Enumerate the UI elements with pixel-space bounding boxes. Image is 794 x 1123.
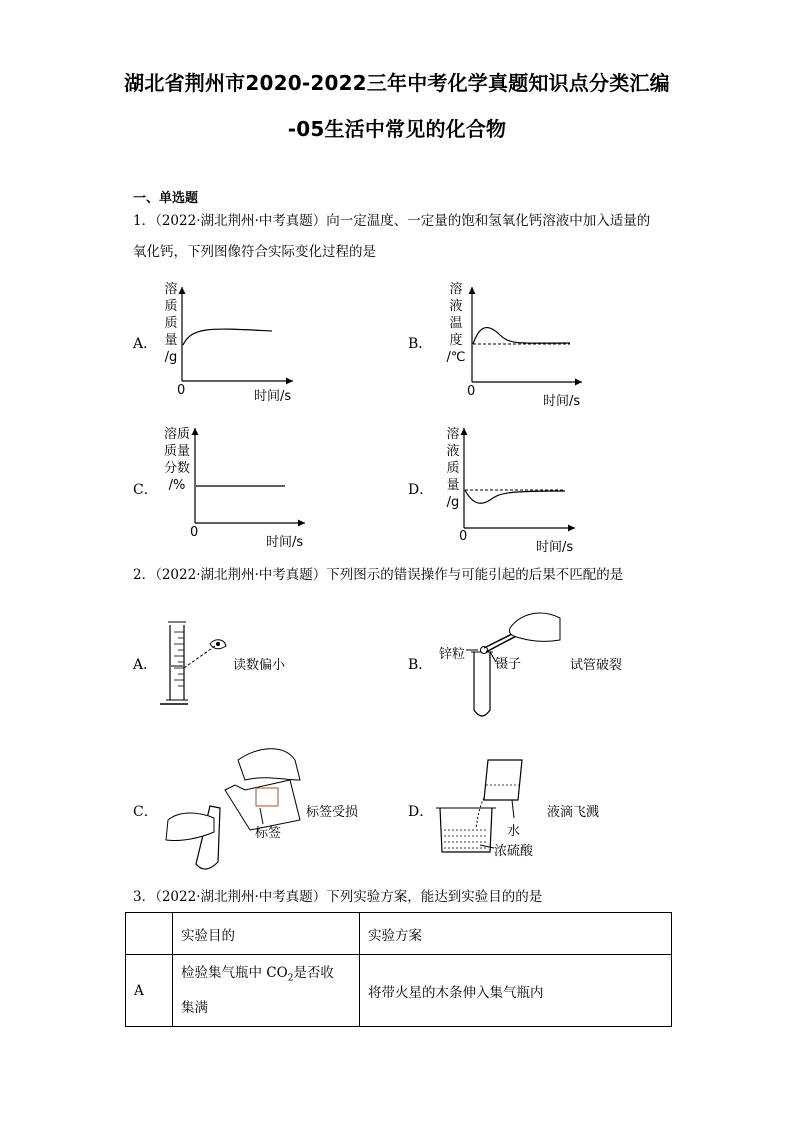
q2-option-b-letter[interactable]: B． (408, 657, 433, 673)
q1c-origin: 0 (190, 525, 199, 540)
q2b-label-zinc: 锌粒 (439, 647, 466, 662)
row-a-plan: 将带火星的木条伸入集气瓶内 (360, 955, 672, 1027)
table-header-purpose: 实验目的 (173, 913, 360, 955)
doc-title-line2: -05生活中常见的化合物 (287, 117, 507, 141)
q1d-origin: 0 (459, 529, 468, 544)
q2d-caption: 液滴飞溅 (547, 805, 600, 820)
table-header-plan: 实验方案 (360, 913, 672, 955)
q2b-caption: 试管破裂 (570, 658, 623, 673)
q1-option-b-letter[interactable]: B． (408, 336, 433, 352)
q1-option-d-letter[interactable]: D． (408, 482, 434, 498)
q1a-x-label: 时间/s (254, 389, 292, 404)
q1c-x-label: 时间/s (266, 535, 304, 550)
q2d-label-water: 水 (507, 824, 521, 839)
row-a-key: A (126, 955, 173, 1027)
q1-stem-line1: 1．（2022·湖北荆州·中考真题）向一定温度、一定量的饱和氢氧化钙溶液中加入适量的 (133, 213, 651, 229)
q1d-y-label: 溶 液 质 量 /g (446, 427, 460, 510)
doc-title-line1: 湖北省荆州市2020-2022三年中考化学真题知识点分类汇编 (124, 71, 670, 95)
q1b-origin: 0 (467, 384, 476, 399)
q1-option-c-letter[interactable]: C． (133, 482, 158, 498)
q2c-label-tag: 标签 (255, 826, 282, 841)
q1d-x-label: 时间/s (536, 540, 574, 555)
q2-option-a-letter[interactable]: A． (133, 657, 158, 673)
table-row (126, 955, 672, 1027)
q1-option-a-letter[interactable]: A． (133, 336, 158, 352)
q1a-origin: 0 (177, 383, 186, 398)
q1b-y-label: 溶 液 温 度 /℃ (446, 282, 466, 365)
q1-stem-line2: 氧化钙，下列图像符合实际变化过程的是 (133, 244, 376, 260)
q2-stem: 2．（2022·湖北荆州·中考真题）下列图示的错误操作与可能引起的后果不匹配的是 (133, 567, 624, 583)
q2a-cylinder-illustration (160, 622, 226, 704)
q2c-caption: 标签受损 (306, 805, 359, 820)
q3-stem: 3．（2022·湖北荆州·中考真题）下列实验方案，能达到实验目的的是 (133, 889, 543, 905)
q2b-label-tweezers: 镊子 (495, 657, 522, 672)
q2-option-d-letter[interactable]: D． (408, 804, 434, 820)
q3-table (125, 912, 672, 1027)
q1c-y-label: 溶质 质量 分数 /% (163, 427, 190, 493)
q1b-x-label: 时间/s (543, 394, 581, 409)
q1a-y-label: 溶 质 质 量 /g (164, 282, 178, 365)
q2-option-c-letter[interactable]: C． (133, 804, 158, 820)
q2a-caption: 读数偏小 (233, 658, 286, 673)
table-header-row (126, 913, 672, 955)
section-heading: 一、单选题 (133, 191, 199, 206)
q2d-label-acid: 浓硫酸 (494, 844, 534, 859)
q2c-pouring-illustration (166, 749, 300, 869)
row-a-purpose: 检验集气瓶中 $CO_2$是否收 集满 (173, 955, 360, 1027)
table-header-key (126, 913, 173, 955)
